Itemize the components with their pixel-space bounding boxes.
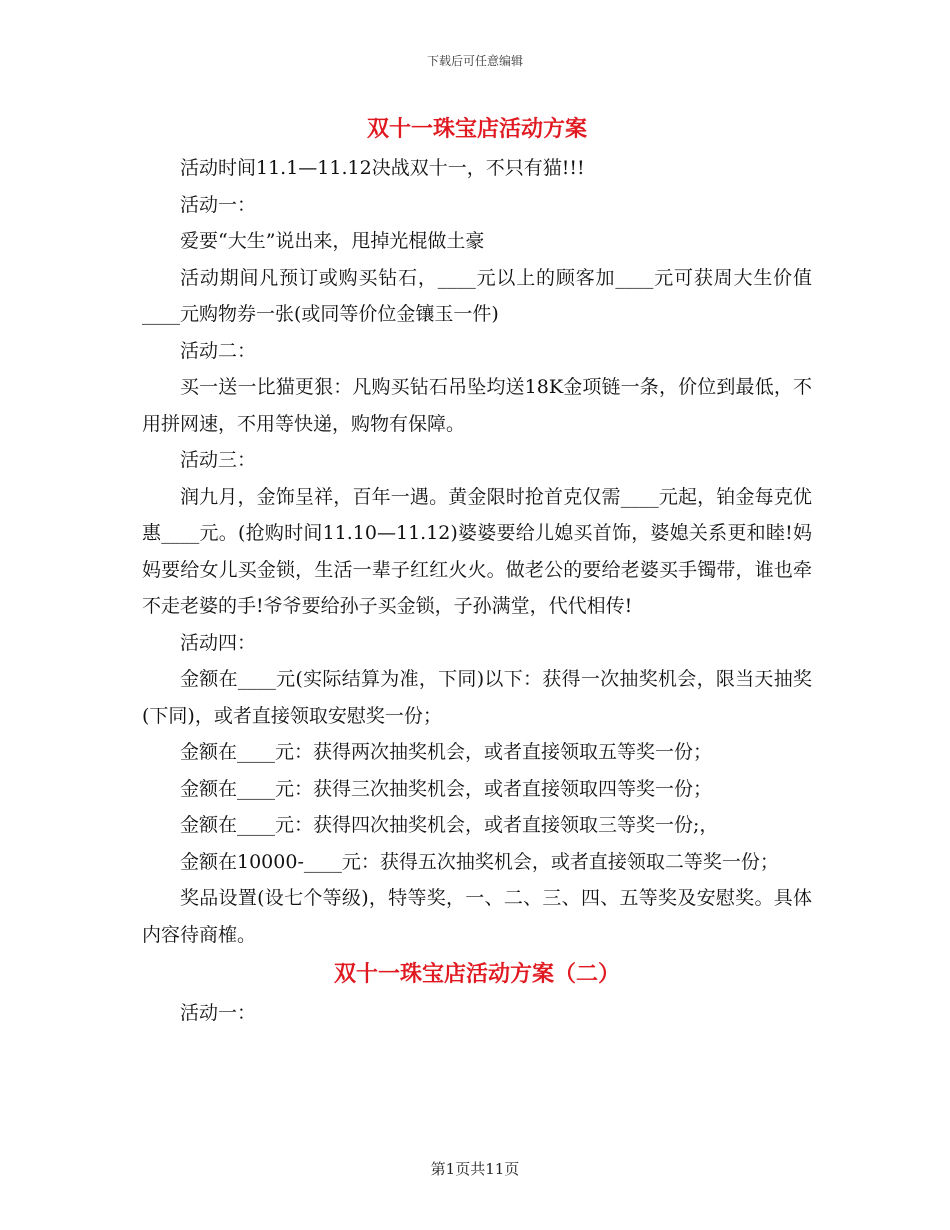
paragraph-activity-4-tier-1: 金额在____元(实际结算为准，下同)以下：获得一次抽奖机会，限当天抽奖(下同)，或者直接领取安慰奖一份； [142, 668, 812, 727]
paragraph-activity-1-slogan: 爱要“大生”说出来，甩掉光棍做土豪 [180, 230, 485, 252]
paragraph-activity-3-heading: 活动三： [180, 449, 257, 471]
page-footer: 第1页共11页 [430, 1160, 520, 1178]
paragraph-prize-setting: 奖品设置(设七个等级)，特等奖，一、二、三、四、五等奖及安慰奖。具体内容待商榷。 [142, 887, 812, 946]
paragraph-activity-time: 活动时间11.1—11.12决战双十一，不只有猫!!! [180, 157, 585, 179]
paragraph-activity-1-heading: 活动一： [180, 193, 257, 216]
paragraph-activity-2-detail: 买一送一比猫更狠：凡购买钻石吊坠均送18K金项链一条，价位到最低，不用拼网速，不用等快递，购物有保障。 [142, 376, 812, 435]
paragraph-activity-2-heading: 活动二： [180, 339, 257, 362]
paragraph-section-2-activity-1-heading: 活动一： [180, 1002, 257, 1024]
paragraph-activity-3-detail: 润九月，金饰呈祥，百年一遇。黄金限时抢首克仅需____元起，铂金每克优惠____元。(抢购时间11.10—11.12)婆婆要给儿媳买首饰，婆媳关系更和睦!妈妈要给女儿买金锁，生活一辈子红红火火。做老公的要给老婆买手镯带，谁也牵不走老婆的手!爷爷要给孙子买金锁，子孙满堂，代代相传! [142, 485, 812, 617]
document-title-2: 双十一珠宝店活动方案（二） [333, 961, 620, 987]
page-header: 下载后可任意编辑 [426, 54, 523, 68]
paragraph-activity-1-detail: 活动期间凡预订或购买钻石，____元以上的顾客加____元可获周大生价值____元购物券一张(或同等价位金镶玉一件) [142, 266, 812, 325]
paragraph-activity-4-tier-3: 金额在____元：获得三次抽奖机会，或者直接领取四等奖一份； [180, 777, 713, 800]
paragraph-activity-4-tier-2: 金额在____元：获得两次抽奖机会，或者直接领取五等奖一份； [180, 741, 713, 763]
document-title: 双十一珠宝店活动方案 [366, 116, 587, 142]
document-body [142, 112, 812, 1032]
paragraph-activity-4-tier-5: 金额在10000-____元：获得五次抽奖机会，或者直接领取二等奖一份； [180, 850, 779, 873]
paragraph-activity-4-heading: 活动四： [180, 631, 257, 654]
paragraph-activity-4-tier-4: 金额在____元：获得四次抽奖机会，或者直接领取三等奖一份;， [180, 814, 719, 836]
